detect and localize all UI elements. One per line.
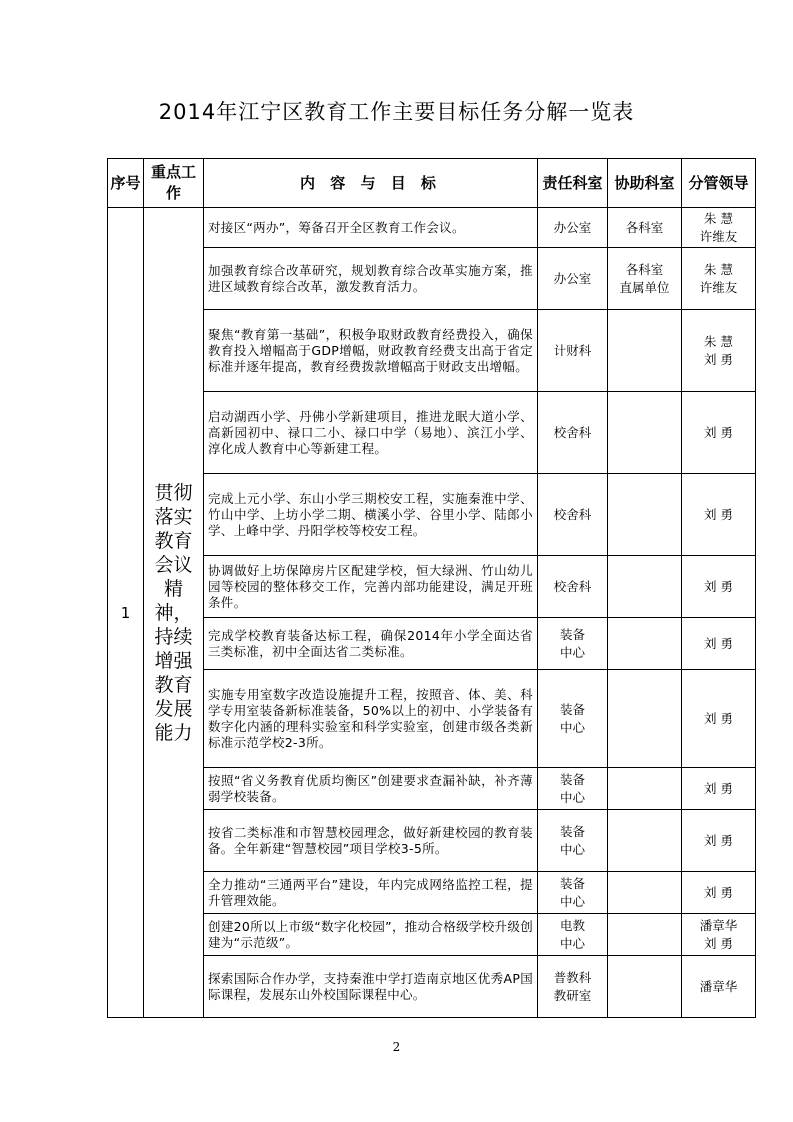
row-leader: 刘 勇 (682, 474, 756, 556)
task-table (107, 158, 756, 1018)
row-assist (608, 556, 682, 618)
row-content: 实施专用室数字改造设施提升工程，按照音、体、美、科学专用室装备新标准装备，50%以上的初中、小学装备有数字化内涵的理科实验室和科学实验室，创建市级各类新标准示范学校2-3所。 (204, 670, 538, 768)
row-content: 完成学校教育装备达标工程，确保2014年小学全面达省三类标准，初中全面达省二类标准。 (204, 618, 538, 670)
header-content: 内 容 与 目 标 (204, 159, 538, 208)
table-header-row (108, 159, 756, 208)
row-leader: 刘 勇 (682, 556, 756, 618)
table-row (108, 474, 756, 556)
row-responsible: 校舍科 (538, 392, 608, 474)
table-row (108, 768, 756, 810)
row-content: 加强教育综合改革研究，规划教育综合改革实施方案，推进区域教育综合改革，激发教育活力。 (204, 248, 538, 310)
table-row (108, 956, 756, 1018)
row-responsible: 电教 中心 (538, 914, 608, 956)
row-responsible: 校舍科 (538, 474, 608, 556)
table-row (108, 392, 756, 474)
row-leader: 刘 勇 (682, 392, 756, 474)
row-responsible: 办公室 (538, 208, 608, 248)
row-responsible: 装备 中心 (538, 768, 608, 810)
table-row (108, 208, 756, 248)
row-content: 协调做好上坊保障房片区配建学校，恒大绿洲、竹山幼儿园等校园的整体移交工作，完善内部功能建设，满足开班条件。 (204, 556, 538, 618)
row-content: 对接区“两办”，筹备召开全区教育工作会议。 (204, 208, 538, 248)
row-content: 完成上元小学、东山小学三期校安工程，实施秦淮中学、竹山中学、上坊小学二期、横溪小学、谷里小学、陆郎小学、上峰中学、丹阳学校等校安工程。 (204, 474, 538, 556)
table-row (108, 618, 756, 670)
row-responsible: 校舍科 (538, 556, 608, 618)
row-content: 聚焦“教育第一基础”，积极争取财政教育经费投入，确保教育投入增幅高于GDP增幅，财政教育经费支出高于省定标准并逐年提高，教育经费拨款增幅高于财政支出增幅。 (204, 310, 538, 392)
table-row (108, 810, 756, 872)
row-leader: 刘 勇 (682, 810, 756, 872)
group-key-work: 贯彻落实教育会议精神，持续增强教育发展能力 (144, 208, 204, 1018)
row-assist: 各科室 (608, 208, 682, 248)
page-title: 2014年江宁区教育工作主要目标任务分解一览表 (158, 100, 635, 124)
row-assist (608, 392, 682, 474)
page-number: 2 (392, 1040, 401, 1054)
row-content: 创建20所以上市级“数字化校园”，推动合格级学校升级创建为“示范级”。 (204, 914, 538, 956)
row-leader: 朱 慧 许维友 (682, 248, 756, 310)
row-leader: 刘 勇 (682, 618, 756, 670)
row-assist (608, 872, 682, 914)
row-content: 全力推动“三通两平台”建设，年内完成网络监控工程，提升管理效能。 (204, 872, 538, 914)
header-seq: 序号 (108, 159, 144, 208)
row-assist (608, 810, 682, 872)
group-seq: 1 (108, 208, 144, 1018)
row-leader: 潘章华 (682, 956, 756, 1018)
header-leader: 分管领导 (682, 159, 756, 208)
row-content: 按照“省义务教育优质均衡区”创建要求查漏补缺，补齐薄弱学校装备。 (204, 768, 538, 810)
row-leader: 刘 勇 (682, 670, 756, 768)
row-assist: 各科室 直属单位 (608, 248, 682, 310)
row-responsible: 装备 中心 (538, 618, 608, 670)
row-leader: 潘章华 刘 勇 (682, 914, 756, 956)
row-assist (608, 474, 682, 556)
row-responsible: 装备 中心 (538, 670, 608, 768)
row-leader: 朱 慧 许维友 (682, 208, 756, 248)
table-row (108, 248, 756, 310)
table-row (108, 670, 756, 768)
row-assist (608, 956, 682, 1018)
row-content: 按省二类标准和市智慧校园理念，做好新建校园的教育装备。全年新建“智慧校园”项目学校3-5所。 (204, 810, 538, 872)
row-responsible: 普教科 教研室 (538, 956, 608, 1018)
row-assist (608, 310, 682, 392)
row-assist (608, 618, 682, 670)
row-content: 启动湖西小学、丹佛小学新建项目，推进龙眠大道小学、高新园初中、禄口二小、禄口中学（易地）、滨江小学、淳化成人教育中心等新建工程。 (204, 392, 538, 474)
row-leader: 刘 勇 (682, 768, 756, 810)
table-row (108, 872, 756, 914)
row-leader: 朱 慧 刘 勇 (682, 310, 756, 392)
table-body (108, 208, 756, 1018)
row-assist (608, 914, 682, 956)
row-responsible: 装备 中心 (538, 810, 608, 872)
row-responsible: 计财科 (538, 310, 608, 392)
row-leader: 刘 勇 (682, 872, 756, 914)
row-assist (608, 670, 682, 768)
row-responsible: 装备 中心 (538, 872, 608, 914)
table-row (108, 556, 756, 618)
row-assist (608, 768, 682, 810)
header-responsible: 责任科室 (538, 159, 608, 208)
header-assist: 协助科室 (608, 159, 682, 208)
header-key-work: 重点工作 (144, 159, 204, 208)
table-row (108, 310, 756, 392)
row-responsible: 办公室 (538, 248, 608, 310)
row-content: 探索国际合作办学，支持秦淮中学打造南京地区优秀AP国际课程，发展东山外校国际课程中心。 (204, 956, 538, 1018)
table-row (108, 914, 756, 956)
